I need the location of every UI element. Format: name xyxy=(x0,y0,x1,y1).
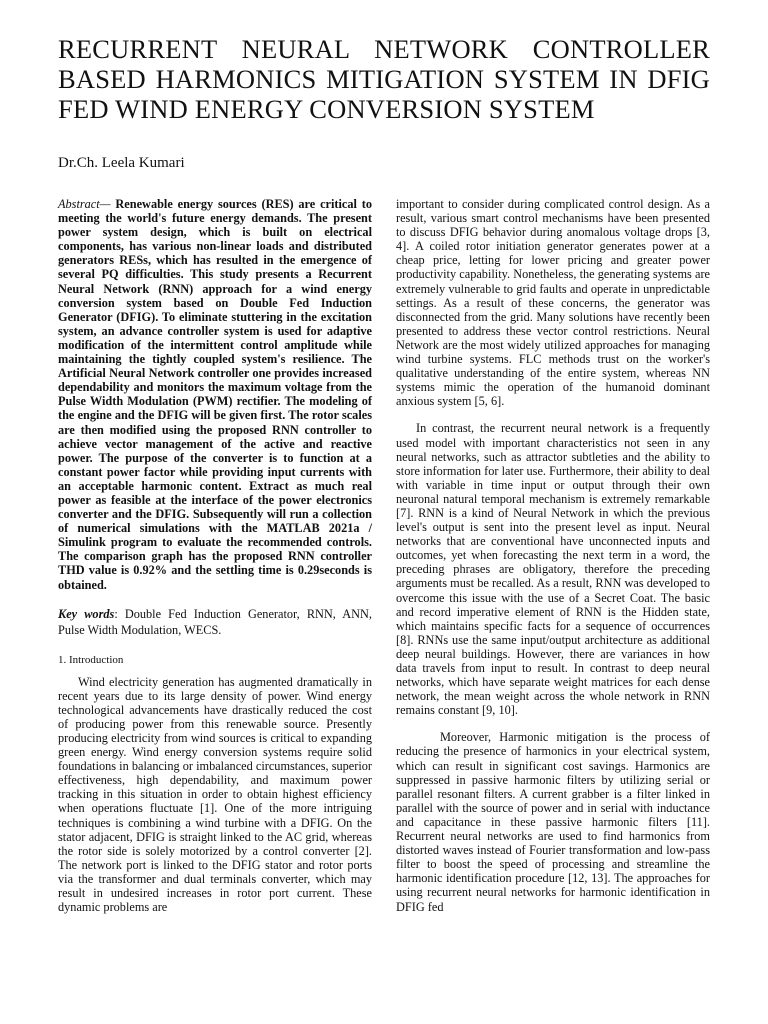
right-column xyxy=(396,197,710,914)
keywords-text: : Double Fed Induction Generator, RNN, ANN, Pulse Width Modulation, WECS. xyxy=(58,606,373,637)
abstract xyxy=(58,197,372,592)
intro-paragraph-2: In contrast, the recurrent neural network is a frequently used model with important characteristics not seen in any neural networks, such as attractor subtleties and the ability to store information for later use. Furthermore, their ability to deal with variable in time input or output through their own neuronal natural temporal mechanism is extremely remarkable [7]. RNN is a kind of Neural Network in which the previous level's output is sent into the present level as input. Neural networks that are conventional have unconnected inputs and outcomes, yet when forecasting the next term in a word, the preceding phrases are obligatory, therefore the preceding arguments must be recalled. As a result, RNN was developed to overcome this issue with the use of a Secret Coat. The basic and record imperative element of RNN is the Hidden state, which maintains specific facts for a sequence of occurrences [8]. RNNs use the same input/output architecture as additional deep neural buildings. However, there are variances in how data travels from input to result. In contrast to deep neural networks, which have separate weight matrices for each dense network, the mean weight across the whole network in RNN remains constant [9, 10]. xyxy=(396,421,710,718)
intro-paragraph-3: Moreover, Harmonic mitigation is the process of reducing the presence of harmonics in your electrical system, which can result in significant cost savings. Harmonics are suppressed in passive harmonic filters by utilizing serial or parallel resonant filters. A current grabber is a filter linked in parallel with the source of power and in serial with inductance and capacitance in these passive harmonic filters [11]. Recurrent neural networks are used to find harmonics from distorted waves instead of Fourier transformation and low-pass filter to boost the speed of processing and streamline the harmonic identification procedure [12, 13]. The approaches for using recurrent neural networks for harmonic identification in DFIG fed xyxy=(396,730,710,914)
intro-paragraph-1-continued: important to consider during complicated control design. As a result, various smart control mechanisms have been presented to discuss DFIG behavior during anomalous voltage drops [3, 4]. A coiled rotor initiation generator generates power at a cheap price, letting for lower pricing and greater power productivity capability. Nonetheless, the generating systems are extremely vulnerable to grid faults and operate in unpredictable settings. As a result of these concerns, the generator was disconnected from the grid. Many solutions have recently been presented to address these vector control restrictions. Neural Network are the most widely utilized approaches for managing wind turbine systems. FLC methods trust on the worker's qualitative understanding of the entire system, whereas NN systems mimic the operation of the humanoid dominant anxious system [5, 6]. xyxy=(396,197,710,409)
paper-title: RECURRENT NEURAL NETWORK CONTROLLER BASED HARMONICS MITIGATION SYSTEM IN DFIG FED WIND ENERGY CONVERSION SYSTEM xyxy=(58,34,710,124)
left-column xyxy=(58,197,372,914)
intro-paragraph-1: Wind electricity generation has augmented dramatically in recent years due to its large density of power. Wind energy technological advancements have drastically reduced the cost of producing power from this renewable source. Presently producing electricity from wind sources is critical to expanding green energy. Wind energy conversion systems require solid foundations in balancing or imbalanced circumstances, superior effectiveness, high dependability, and maximum power tracking in this situation in order to obtain highest efficiency when operations fluctuate [1]. One of the more intriguing techniques is combining a wind turbine with a DFIG. On the stator adjacent, DFIG is straight linked to the AC grid, whereas the rotor side is solely motorized by a control converter [2]. The network port is linked to the DFIG stator and rotor ports via the transformer and dual terminals converter, which may result in undesired increases in rotor port current. These dynamic problems are xyxy=(58,674,372,915)
abstract-text: Renewable energy sources (RES) are critical to meeting the world's future energy demands. The present power system design, which is built on electrical components, has various non-linear loads and distributed generators RESs, which has resulted in the emergence of several PQ difficulties. This study presents a Recurrent Neural Network (RNN) approach for a wind energy conversion system based on Double Fed Induction Generator (DFIG). To eliminate stuttering in the excitation system, an advance controller system is used for adaptive modification of the intermittent control amplitude while maintaining the tightly coupled system's resilience. The Artificial Neural Network controller one provides increased dependability and monitors the maximum voltage from the Pulse Width Modulation (PWM) rectifier. The modeling of the engine and the DFIG will be given first. The rotor scales are then modified using the proposed RNN controller to achieve vector management of the active and reactive power. The purpose of the converter is to function at a constant power factor while providing input currents with an acceptable harmonic content. Extract as much real power as feasible at the interface of the power electronics converter and the DFIG. Subsequently will run a collection of numerical simulations with the MATLAB 2021a / Simulink program to evaluate the recommended controls. The comparison graph has the proposed RNN controller THD value is 0.92% and the settling time is 0.29seconds is obtained. xyxy=(58,197,372,592)
keywords xyxy=(58,606,372,638)
abstract-label: Abstract— xyxy=(58,197,111,211)
author-name: Dr.Ch. Leela Kumari xyxy=(58,155,185,171)
section-heading-introduction: 1. Introduction xyxy=(58,653,124,666)
keywords-label: Key words xyxy=(58,606,115,621)
